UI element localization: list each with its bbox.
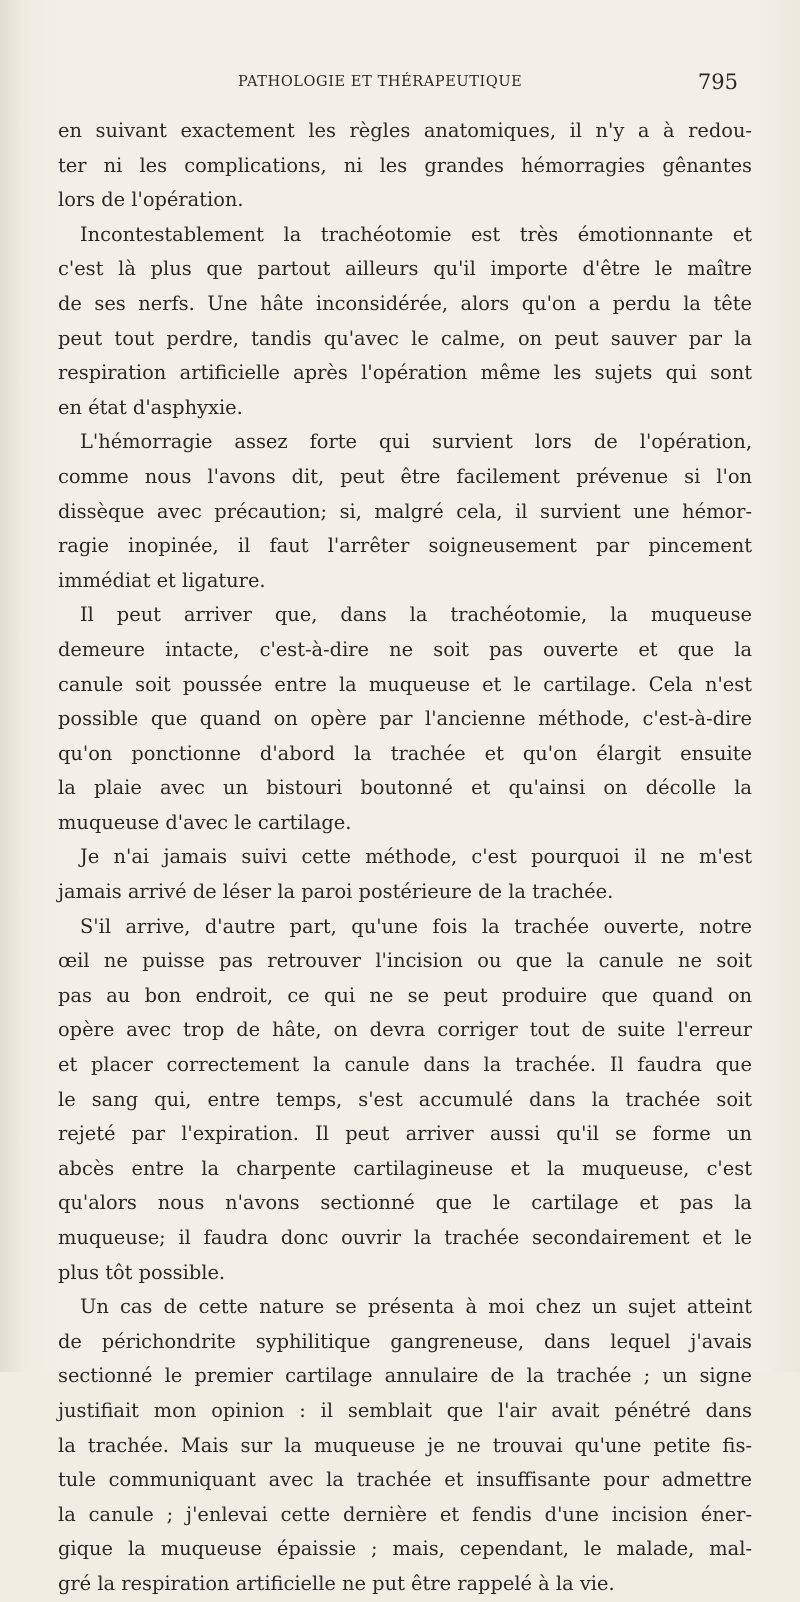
text-line: abcès entre la charpente cartilagineuse et la muqueuse, c'est [58, 1156, 752, 1180]
text-line: canule soit poussée entre la muqueuse et le cartilage. Cela n'est [58, 672, 752, 696]
text-line: muqueuse d'avec le cartilage. [58, 810, 352, 834]
text-line: la trachée. Mais sur la muqueuse je ne trouvai qu'une petite fis- [58, 1433, 752, 1457]
text-line: Un cas de cette nature se présenta à moi chez un sujet atteint [80, 1295, 752, 1319]
text-line: la canule ; j'enlevai cette dernière et fendis d'une incision éner- [58, 1502, 752, 1526]
text-line: et placer correctement la canule dans la trachée. Il faudra que [58, 1053, 752, 1077]
text-line: ter ni les complications, ni les grandes hémorragies gênantes [58, 153, 752, 177]
text-line: immédiat et ligature. [58, 568, 266, 592]
text-line: dissèque avec précaution; si, malgré cela, il survient une hémor- [58, 499, 752, 523]
text-line: tule communiquant avec la trachée et insuffisante pour admettre [58, 1468, 752, 1492]
text-line: ragie inopinée, il faut l'arrêter soigneusement par pincement [58, 534, 752, 558]
text-line: jamais arrivé de léser la paroi postérieure de la trachée. [58, 880, 614, 904]
text-line: gré la respiration artificielle ne put être rappelé à la vie. [58, 1571, 615, 1595]
text-line: la plaie avec un bistouri boutonné et qu'ainsi on décolle la [58, 776, 752, 800]
text-line: de périchondrite syphilitique gangreneuse, dans lequel j'avais [58, 1329, 752, 1353]
text-line: qu'alors nous n'avons sectionné que le cartilage et pas la [58, 1191, 752, 1215]
text-line: de ses nerfs. Une hâte inconsidérée, alors qu'on a perdu la tête [58, 291, 752, 315]
text-line: pas au bon endroit, ce qui ne se peut produire que quand on [58, 983, 752, 1007]
text-line: Il peut arriver que, dans la trachéotomie, la muqueuse [80, 603, 752, 627]
text-line: justifiait mon opinion : il semblait que l'air avait pénétré dans [58, 1398, 752, 1422]
running-title: PATHOLOGIE ET THÉRAPEUTIQUE [238, 74, 523, 90]
text-line: sectionné le premier cartilage annulaire de la trachée ; un signe [58, 1364, 752, 1388]
text-line: possible que quand on opère par l'ancienne méthode, c'est-à-dire [58, 707, 752, 731]
text-line: lors de l'opération. [58, 188, 244, 212]
text-line: Je n'ai jamais suivi cette méthode, c'est pourquoi il ne m'est [80, 845, 752, 869]
text-line: c'est là plus que partout ailleurs qu'il importe d'être le maître [58, 257, 752, 281]
text-line: gique la muqueuse épaissie ; mais, cependant, le malade, mal- [58, 1537, 752, 1561]
text-line: muqueuse; il faudra donc ouvrir la trachée secondairement et le [58, 1226, 752, 1249]
text-line: rejeté par l'expiration. Il peut arriver aussi qu'il se forme un [58, 1122, 752, 1146]
text-line: L'hémorragie assez forte qui survient lors de l'opération, [80, 430, 752, 454]
text-line: respiration artificielle après l'opération même les sujets qui sont [58, 361, 752, 385]
text-line: Incontestablement la trachéotomie est très émotionnante et [80, 222, 752, 246]
text-line: peut tout perdre, tandis qu'avec le calme, on peut sauver par la [58, 326, 752, 350]
body-text [58, 114, 752, 1602]
page-number: 795 [697, 70, 738, 94]
text-line: qu'on ponctionne d'abord la trachée et qu'on élargit ensuite [58, 741, 752, 765]
text-line: œil ne puisse pas retrouver l'incision ou que la canule ne soit [58, 949, 752, 973]
text-line: S'il arrive, d'autre part, qu'une fois la trachée ouverte, notre [80, 914, 752, 938]
text-line: demeure intacte, c'est-à-dire ne soit pas ouverte et que la [58, 637, 752, 661]
text-line: le sang qui, entre temps, s'est accumulé dans la trachée soit [58, 1087, 752, 1111]
text-line: en suivant exactement les règles anatomiques, il n'y a à redou- [58, 119, 752, 142]
page-header [0, 70, 800, 100]
text-line: comme nous l'avons dit, peut être facilement prévenue si l'on [58, 464, 752, 488]
text-line: en état d'asphyxie. [58, 395, 243, 419]
text-line: plus tôt possible. [58, 1260, 226, 1284]
text-line: opère avec trop de hâte, on devra corriger tout de suite l'erreur [58, 1018, 752, 1042]
